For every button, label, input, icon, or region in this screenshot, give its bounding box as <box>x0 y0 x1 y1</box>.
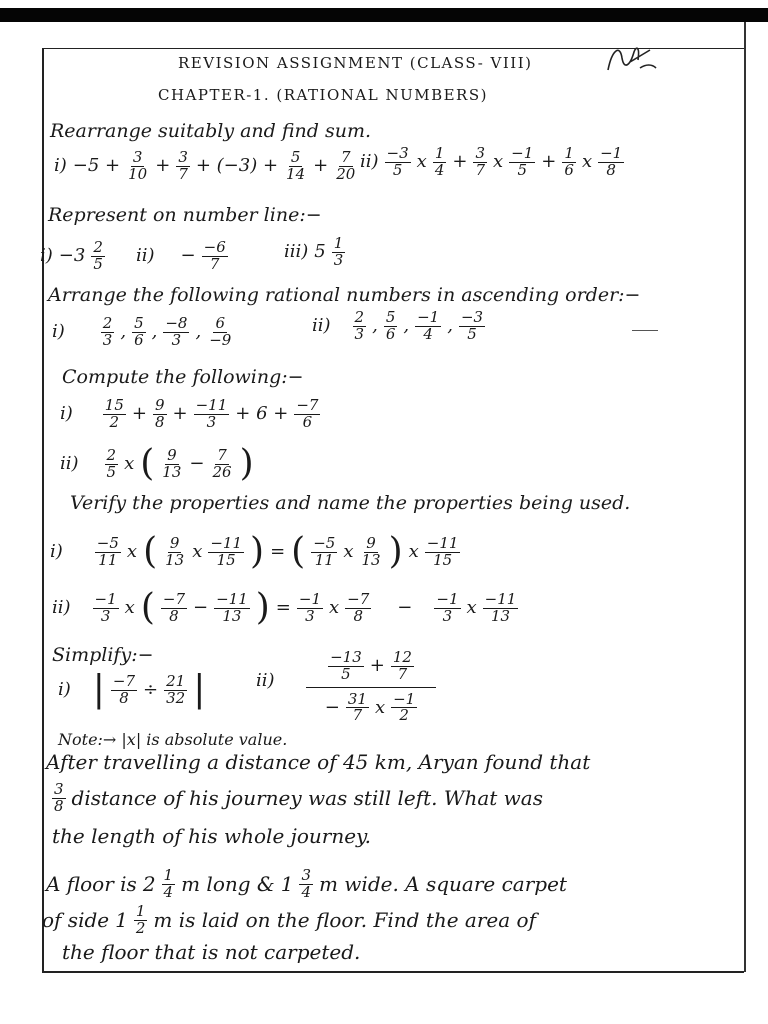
fraction: $\frac{7}{20}$ <box>336 148 356 183</box>
q1-i-label: i) <box>54 155 67 177</box>
q3-prompt: Arrange the following rational numbers in ascending order:− <box>48 284 641 306</box>
q1-part-i: i) −5 + $\frac{3}{10}$ + $\frac{3}{7}$ + (−3) + $\frac{5}{14}$ + $\frac{7}{20}$ <box>54 148 356 183</box>
q5-prompt: Verify the properties and name the properties being used. <box>70 492 631 514</box>
q4-prompt: Compute the following:− <box>62 366 304 388</box>
fraction: $\frac{1}{2}$ <box>135 902 146 937</box>
q6-part-i: i) | $\frac{-7}{8}$ ÷ $\frac{21}{32}$ | <box>58 669 206 711</box>
fraction: $\frac{2}{5}$ <box>106 446 117 481</box>
fraction: $\frac{1}{3}$ <box>333 234 344 269</box>
fraction: $\frac{-11}{13}$ <box>484 590 517 625</box>
q3-part-ii: ii) $\frac{2}{3}$ , $\frac{5}{6}$ , $\frac{-1}{4}$ , $\frac{-3}{5}$ <box>312 308 484 343</box>
fraction: $\frac{-7}{8}$ <box>112 672 136 707</box>
q8-line-3: the floor that is not carpeted. <box>62 940 361 964</box>
q7-line-2: $\frac{3}{8}$ distance of his journey was still left. What was <box>54 780 543 815</box>
q1-prompt: Rearrange suitably and find sum. <box>50 120 372 142</box>
fraction: $\frac{5}{6}$ <box>385 308 396 343</box>
fraction: $\frac{21}{32}$ <box>166 672 186 707</box>
fraction: $\frac{2}{3}$ <box>354 308 365 343</box>
fraction: $\frac{-11}{13}$ <box>216 590 248 625</box>
fraction: $\frac{-11}{15}$ <box>210 534 243 569</box>
fraction: $\frac{1}{4}$ <box>434 144 445 179</box>
fraction: $\frac{9}{13}$ <box>361 534 381 569</box>
fraction: $\frac{-1}{3}$ <box>298 590 322 625</box>
fraction: $\frac{31}{7}$ <box>347 689 367 725</box>
fraction: $\frac{12}{7}$ <box>392 648 412 683</box>
fraction: $\frac{-11}{3}$ <box>195 396 228 431</box>
fraction: $\frac{-8}{3}$ <box>165 314 188 349</box>
fraction: $\frac{-7}{8}$ <box>347 590 370 625</box>
q4-part-i: i) $\frac{15}{2}$ + $\frac{9}{8}$ + $\frac{-11}{3}$ + 6 + $\frac{-7}{6}$ <box>60 396 319 431</box>
q2-prompt: Represent on number line:− <box>48 204 322 226</box>
fraction: $\frac{5}{14}$ <box>286 148 306 183</box>
fraction: $\frac{-11}{15}$ <box>426 534 459 569</box>
q7-line-3: the length of his whole journey. <box>52 824 372 848</box>
fraction: $\frac{-7}{6}$ <box>296 396 319 431</box>
q2-part-i: i) −3 $\frac{2}{5}$ <box>40 238 103 273</box>
q4-part-ii: ii) $\frac{2}{5}$ x ( $\frac{9}{13}$ − $\frac{7}{26}$ ) <box>60 443 254 485</box>
fraction: $\frac{-5}{11}$ <box>313 534 336 569</box>
chapter-title: CHAPTER-1. (RATIONAL NUMBERS) <box>158 86 488 104</box>
q5-part-ii: ii) $\frac{-1}{3}$ x ( $\frac{-7}{8}$ − $\frac{-11}{13}$ ) = $\frac{-1}{3}$ x $\frac{-7}{8}$ − $\frac{-1}{3}$ x $\frac{-11}{13}$ <box>52 587 517 629</box>
page-right-edge <box>744 22 746 972</box>
fraction: $\frac{-1}{2}$ <box>393 689 416 725</box>
fraction: $\frac{-1}{3}$ <box>94 590 117 625</box>
fraction: $\frac{2}{5}$ <box>93 238 103 273</box>
fraction: $\frac{-6}{7}$ <box>203 238 226 273</box>
fraction: $\frac{9}{8}$ <box>154 396 165 431</box>
teacher-initials-mark <box>600 40 660 80</box>
q6-note: Note:→ |x| is absolute value. <box>58 730 288 749</box>
fraction: $\frac{-5}{11}$ <box>96 534 119 569</box>
q5-part-i: i) $\frac{-5}{11}$ x ( $\frac{9}{13}$ x $\frac{-11}{15}$ ) = ( $\frac{-5}{11}$ x $\frac{9}{13}$ ) x $\frac{-11}{15}$ <box>50 531 459 573</box>
fraction: $\frac{7}{26}$ <box>212 446 232 481</box>
q2-part-iii: iii) 5 $\frac{1}{3}$ <box>284 234 344 269</box>
fraction: $\frac{-3}{5}$ <box>386 144 409 179</box>
fraction: $\frac{3}{7}$ <box>475 144 486 179</box>
q2-part-ii: ii) − $\frac{-6}{7}$ <box>136 238 226 273</box>
q6-part-ii-complex-fraction: $\frac{-13}{5}$ + $\frac{12}{7}$ − $\frac{31}{7}$ x $\frac{-1}{2}$ <box>306 650 436 724</box>
fraction: $\frac{3}{7}$ <box>178 148 188 183</box>
q1-part-ii: ii) $\frac{-3}{5}$ x $\frac{1}{4}$ + $\frac{3}{7}$ x $\frac{-1}{5}$ + $\frac{1}{6}$ x $\frac{-1}{8}$ <box>360 144 623 179</box>
fraction: $\frac{-1}{3}$ <box>436 590 459 625</box>
fraction: $\frac{9}{13}$ <box>165 534 185 569</box>
fraction: $\frac{9}{13}$ <box>162 446 182 481</box>
q1-i-term: −5 + <box>72 155 121 177</box>
fraction: $\frac{1}{4}$ <box>163 866 174 901</box>
q7-line-1: After travelling a distance of 45 km, Aryan found that <box>46 750 591 774</box>
q8-line-1: A floor is 2 $\frac{1}{4}$ m long & 1 $\frac{3}{4}$ m wide. A square carpet <box>46 866 567 901</box>
fraction: $\frac{2}{3}$ <box>102 314 113 349</box>
fraction: $\frac{1}{6}$ <box>564 144 574 179</box>
q6-prompt: Simplify:− <box>52 644 154 666</box>
fraction: $\frac{15}{2}$ <box>104 396 124 431</box>
assignment-title: REVISION ASSIGNMENT (CLASS- VIII) <box>178 54 533 72</box>
fraction: $\frac{3}{4}$ <box>301 866 311 901</box>
fraction: $\frac{3}{8}$ <box>54 780 64 815</box>
fraction: $\frac{-13}{5}$ <box>330 648 362 683</box>
fraction: $\frac{-1}{8}$ <box>600 144 623 179</box>
abs-bar-right: | <box>193 669 206 711</box>
abs-bar-left: | <box>92 669 105 711</box>
fraction: $\frac{-7}{8}$ <box>162 590 185 625</box>
fraction: $\frac{-1}{5}$ <box>511 144 534 179</box>
fraction: $\frac{6}{-9}$ <box>209 314 232 349</box>
fraction: $\frac{5}{6}$ <box>134 314 144 349</box>
q8-line-2: of side 1 $\frac{1}{2}$ m is laid on the floor. Find the area of <box>42 902 536 937</box>
q6-part-ii-label: ii) <box>256 670 275 691</box>
stray-margin-mark <box>632 330 658 331</box>
q3-part-i: i) $\frac{2}{3}$ , $\frac{5}{6}$ , $\frac{-8}{3}$ , $\frac{6}{-9}$ <box>52 314 232 349</box>
fraction: $\frac{-1}{4}$ <box>417 308 440 343</box>
fraction: $\frac{3}{10}$ <box>128 148 148 183</box>
fraction: $\frac{-3}{5}$ <box>460 308 484 343</box>
scan-top-edge <box>0 8 768 22</box>
